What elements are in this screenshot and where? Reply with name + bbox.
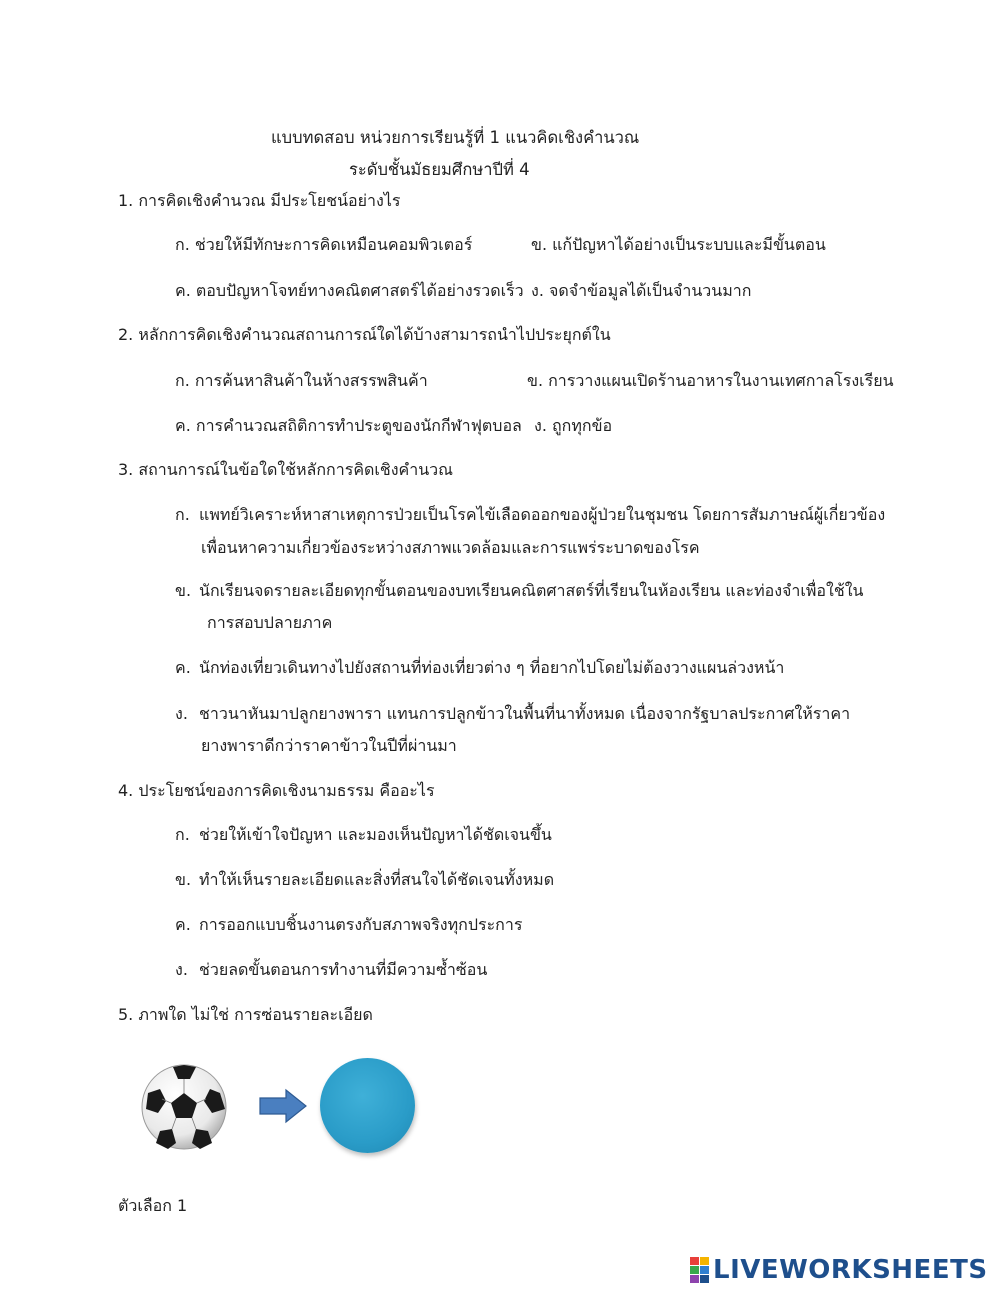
q4-option-c-text: การออกแบบชิ้นงานตรงกับสภาพจริงทุกประการ: [199, 915, 523, 934]
q4-option-a[interactable]: [175, 823, 552, 848]
right-arrow-icon: [258, 1088, 308, 1124]
soccer-ball-icon: [140, 1063, 228, 1151]
q4-option-c-letter: ค.: [175, 915, 191, 934]
q3-option-d-line1: ชาวนาหันมาปลูกยางพารา แทนการปลูกข้าวในพื้นที่นาทั้งหมด เนื่องจากรัฐบาลประกาศให้ราคา: [199, 704, 851, 723]
q3-option-b[interactable]: [175, 579, 863, 604]
q2-option-d[interactable]: ง. ถูกทุกข้อ: [534, 416, 613, 435]
question-5: 5. ภาพใด ไม่ใช่ การซ่อนรายละเอียด: [118, 1005, 373, 1024]
q1-option-c[interactable]: ค. ตอบปัญหาโจทย์ทางคณิตศาสตร์ได้อย่างรวดเร็ว: [175, 281, 524, 300]
question-4: 4. ประโยชน์ของการคิดเชิงนามธรรม คืออะไร: [118, 781, 435, 800]
logo-text: LIVEWORKSHEETS: [713, 1255, 988, 1285]
logo-mark-icon: [690, 1257, 709, 1283]
q4-option-d-letter: ง.: [175, 960, 188, 979]
q3-option-c-line1: นักท่องเที่ยวเดินทางไปยังสถานที่ท่องเที่ยวต่าง ๆ ที่อยากไปโดยไม่ต้องวางแผนล่วงหน้า: [199, 658, 785, 677]
q4-option-a-letter: ก.: [175, 825, 190, 844]
q1-option-a[interactable]: ก. ช่วยให้มีทักษะการคิดเหมือนคอมพิวเตอร์: [175, 235, 473, 254]
q3-option-b-line1: นักเรียนจดรายละเอียดทุกขั้นตอนของบทเรียนคณิตศาสตร์ที่เรียนในห้องเรียน และท่องจำเพื่อใช้ใน: [199, 581, 864, 600]
q2-option-c[interactable]: ค. การคำนวณสถิติการทำประตูของนักกีฬาฟุตบอล: [175, 416, 522, 435]
q3-option-b-letter: ข.: [175, 581, 192, 600]
q3-option-a[interactable]: [175, 503, 885, 528]
q4-option-c[interactable]: [175, 913, 522, 938]
page-title: แบบทดสอบ หน่วยการเรียนรู้ที่ 1 แนวคิดเชิงคำนวณ: [271, 128, 640, 147]
q3-option-d[interactable]: [175, 702, 850, 727]
q1-option-b[interactable]: ข. แก้ปัญหาได้อย่างเป็นระบบและมีขั้นตอน: [531, 235, 826, 254]
q2-option-a[interactable]: ก. การค้นหาสินค้าในห้างสรรพสินค้า: [175, 371, 428, 390]
question-3: 3. สถานการณ์ในข้อใดใช้หลักการคิดเชิงคำนวณ: [118, 460, 453, 479]
q4-option-a-text: ช่วยให้เข้าใจปัญหา และมองเห็นปัญหาได้ชัดเจนขึ้น: [199, 825, 552, 844]
blue-circle-icon: [320, 1058, 415, 1153]
q1-option-d[interactable]: ง. จดจำข้อมูลได้เป็นจำนวนมาก: [531, 281, 752, 300]
q4-option-b-text: ทำให้เห็นรายละเอียดและสิ่งที่สนใจได้ชัดเจนทั้งหมด: [199, 870, 555, 889]
q2-option-b[interactable]: ข. การวางแผนเปิดร้านอาหารในงานเทศกาลโรงเรียน: [527, 371, 894, 390]
q3-option-a-letter: ก.: [175, 505, 190, 524]
liveworksheets-logo: [690, 1255, 988, 1285]
q3-option-c[interactable]: [175, 656, 784, 681]
q3-option-c-letter: ค.: [175, 658, 191, 677]
page-subtitle: ระดับชั้นมัธยมศึกษาปีที่ 4: [349, 160, 530, 179]
q4-option-b[interactable]: [175, 868, 554, 893]
q4-option-b-letter: ข.: [175, 870, 192, 889]
question-2: 2. หลักการคิดเชิงคำนวณสถานการณ์ใดได้บ้างสามารถนำไปประยุกต์ใน: [118, 325, 611, 344]
q3-option-a-line2: เพื่อนหาความเกี่ยวข้องระหว่างสภาพแวดล้อมและการแพร่ระบาดของโรค: [201, 538, 700, 557]
q3-option-b-line2: การสอบปลายภาค: [207, 613, 333, 632]
question-1: 1. การคิดเชิงคำนวณ มีประโยชน์อย่างไร: [118, 191, 401, 210]
q4-option-d[interactable]: [175, 958, 487, 983]
q3-option-d-line2: ยางพาราดีกว่าราคาข้าวในปีที่ผ่านมา: [201, 736, 457, 755]
choice-label: ตัวเลือก 1: [118, 1196, 188, 1215]
q3-option-d-letter: ง.: [175, 704, 188, 723]
q3-option-a-line1: แพทย์วิเคราะห์หาสาเหตุการป่วยเป็นโรคไข้เลือดออกของผู้ป่วยในชุมชน โดยการสัมภาษณ์ผู้เกี่ยวข้อง: [199, 505, 886, 524]
q4-option-d-text: ช่วยลดขั้นตอนการทำงานที่มีความซ้ำซ้อน: [199, 960, 488, 979]
